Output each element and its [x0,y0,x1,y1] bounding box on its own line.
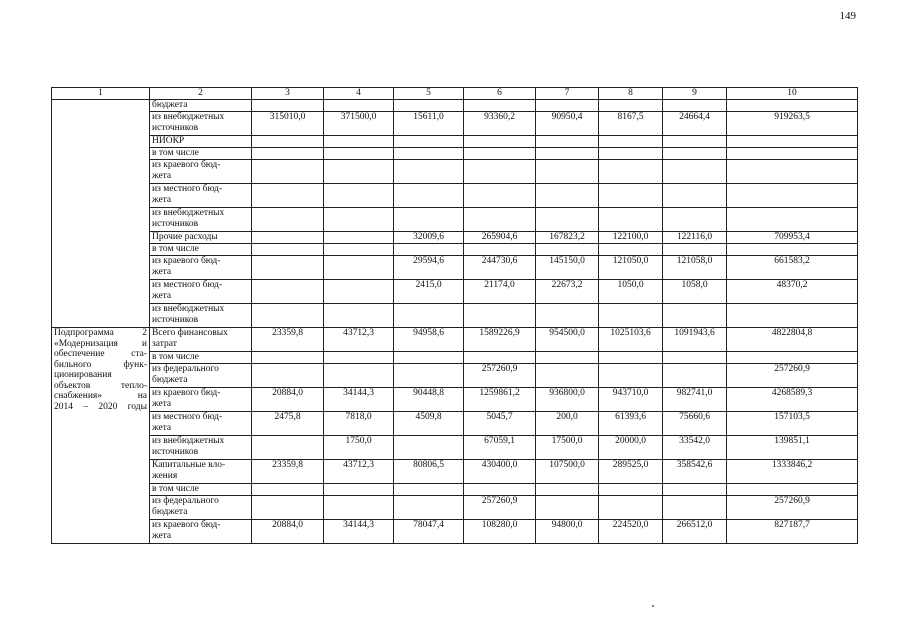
value-cell: 982741,0 [663,388,727,412]
value-cell: 200,0 [536,412,599,436]
value-cell [536,496,599,520]
value-cell [252,484,324,496]
value-cell [464,484,536,496]
value-cell [536,364,599,388]
row-label [150,208,252,232]
row-label [150,304,252,328]
value-cell: 122116,0 [663,232,727,244]
row-label-line: из местного бюд- [152,412,223,422]
value-cell: 34144,3 [324,520,394,544]
row-label [150,328,252,352]
value-cell [663,364,727,388]
row-label [150,364,252,388]
value-cell: 23359,8 [252,460,324,484]
value-cell [464,148,536,160]
value-cell [599,136,663,148]
value-cell [727,184,858,208]
value-cell: 145150,0 [536,256,599,280]
value-cell [252,100,324,112]
value-cell [252,184,324,208]
value-cell: 289525,0 [599,460,663,484]
program-name-line: снабжения» на [54,391,147,401]
value-cell: 954500,0 [536,328,599,352]
row-label [150,160,252,184]
value-cell [536,208,599,232]
value-cell [727,136,858,148]
value-cell: 67059,1 [464,436,536,460]
row-label-line: источников [152,314,199,325]
table-row [52,304,858,328]
row-label [150,496,252,520]
value-cell [324,244,394,256]
row-label-line: жета [152,398,172,409]
value-cell [727,244,858,256]
value-cell: 33542,0 [663,436,727,460]
row-label-line: источников [152,446,199,457]
value-cell: 224520,0 [599,520,663,544]
row-label-line: затрат [152,338,177,349]
column-header-1: 1 [52,88,150,100]
row-label-line: из краевого бюд- [152,388,221,398]
value-cell: 78047,4 [394,520,464,544]
row-label-line: жета [152,266,172,277]
table-row [52,388,858,412]
value-cell [252,352,324,364]
value-cell: 257260,9 [464,496,536,520]
value-cell: 121050,0 [599,256,663,280]
value-cell: 80806,5 [394,460,464,484]
value-cell: 257260,9 [727,496,858,520]
row-label [150,112,252,136]
value-cell: 257260,9 [727,364,858,388]
table-row [52,136,858,148]
row-label [150,484,252,496]
value-cell [599,304,663,328]
program-name-line: «Модернизация и [54,338,147,349]
row-label-line: из внебюджетных [152,112,225,122]
value-cell: 34144,3 [324,388,394,412]
value-cell: 20884,0 [252,520,324,544]
value-cell: 24664,4 [663,112,727,136]
table-row [52,496,858,520]
value-cell [252,256,324,280]
value-cell [324,100,394,112]
value-cell [727,484,858,496]
table-row [52,520,858,544]
value-cell [464,244,536,256]
value-cell: 358542,6 [663,460,727,484]
value-cell [464,304,536,328]
row-label-line: из внебюджетных [152,208,225,218]
value-cell: 943710,0 [599,388,663,412]
value-cell [663,184,727,208]
header-row [52,88,858,100]
value-cell [599,364,663,388]
value-cell: 1259861,2 [464,388,536,412]
row-label-line: жета [152,422,172,433]
value-cell: 43712,3 [324,460,394,484]
column-header-6: 6 [464,88,536,100]
value-cell: 94958,6 [394,328,464,352]
value-cell: 1025103,6 [599,328,663,352]
value-cell: 90448,8 [394,388,464,412]
value-cell [324,184,394,208]
value-cell: 430400,0 [464,460,536,484]
value-cell [536,184,599,208]
table-row [52,460,858,484]
row-label [150,184,252,208]
row-label-line: источников [152,122,199,133]
row-label [150,244,252,256]
table-row [52,100,858,112]
table-row [52,412,858,436]
value-cell [324,496,394,520]
value-cell [324,208,394,232]
value-cell: 1091943,6 [663,328,727,352]
value-cell [252,208,324,232]
row-label [150,412,252,436]
table-row [52,352,858,364]
value-cell: 23359,8 [252,328,324,352]
row-label-line: в том числе [152,148,199,158]
value-cell: 20000,0 [599,436,663,460]
value-cell: 29594,6 [394,256,464,280]
row-label [150,280,252,304]
table-row [52,232,858,244]
row-label [150,460,252,484]
value-cell: 2415,0 [394,280,464,304]
table-row [52,328,858,352]
value-cell [536,100,599,112]
row-label-line: из местного бюд- [152,280,223,290]
value-cell [536,244,599,256]
row-label [150,256,252,280]
table-row [52,280,858,304]
value-cell: 257260,9 [464,364,536,388]
value-cell: 266512,0 [663,520,727,544]
page-number: 149 [839,10,856,22]
row-label [150,100,252,112]
column-header-3: 3 [252,88,324,100]
value-cell [252,304,324,328]
row-label-line: Всего финансовых [152,328,228,338]
value-cell [599,352,663,364]
value-cell: 107500,0 [536,460,599,484]
value-cell: 167823,2 [536,232,599,244]
program-name-line: объектов тепло- [54,380,147,391]
table-row [52,484,858,496]
value-cell [663,352,727,364]
row-label-line: жета [152,170,172,181]
value-cell [599,208,663,232]
value-cell: 5045,7 [464,412,536,436]
table-row [52,436,858,460]
table-row [52,160,858,184]
value-cell [663,160,727,184]
value-cell [464,184,536,208]
row-label [150,388,252,412]
row-label-line: в том числе [152,352,199,362]
value-cell: 2475,8 [252,412,324,436]
value-cell [599,160,663,184]
value-cell: 315010,0 [252,112,324,136]
scan-speck [652,605,654,607]
value-cell [727,100,858,112]
empty-program-cell [52,100,150,328]
value-cell: 17500,0 [536,436,599,460]
value-cell [464,100,536,112]
value-cell [394,100,464,112]
value-cell [727,148,858,160]
value-cell: 139851,1 [727,436,858,460]
value-cell: 61393,6 [599,412,663,436]
value-cell [252,280,324,304]
program-name-line: Подпрограмма 2 [54,328,147,338]
value-cell: 936800,0 [536,388,599,412]
table-row [52,364,858,388]
value-cell: 7818,0 [324,412,394,436]
value-cell: 121058,0 [663,256,727,280]
value-cell [252,496,324,520]
column-header-4: 4 [324,88,394,100]
table-row [52,148,858,160]
value-cell: 1750,0 [324,436,394,460]
value-cell [663,304,727,328]
value-cell [536,304,599,328]
value-cell: 265904,6 [464,232,536,244]
value-cell [394,148,464,160]
value-cell [727,352,858,364]
row-label-line: источников [152,218,199,229]
value-cell: 108280,0 [464,520,536,544]
value-cell [599,100,663,112]
value-cell [536,148,599,160]
row-label-line: Капитальные вло- [152,460,226,470]
value-cell: 157103,5 [727,412,858,436]
row-label [150,232,252,244]
row-label-line: бюджета [152,374,188,385]
value-cell: 1058,0 [663,280,727,304]
value-cell: 32009,6 [394,232,464,244]
table-row [52,256,858,280]
value-cell [599,184,663,208]
value-cell [464,352,536,364]
value-cell: 21174,0 [464,280,536,304]
value-cell [394,208,464,232]
value-cell [324,364,394,388]
value-cell: 94800,0 [536,520,599,544]
value-cell [324,148,394,160]
row-label-line: из федерального [152,496,219,506]
value-cell: 93360,2 [464,112,536,136]
value-cell [394,244,464,256]
value-cell [599,496,663,520]
value-cell: 919263,5 [727,112,858,136]
row-label-line: из краевого бюд- [152,160,221,170]
value-cell [663,148,727,160]
value-cell: 22673,2 [536,280,599,304]
budget-table [51,87,858,544]
value-cell: 709953,4 [727,232,858,244]
value-cell [464,208,536,232]
table-row [52,244,858,256]
value-cell: 90950,4 [536,112,599,136]
column-header-5: 5 [394,88,464,100]
value-cell [252,244,324,256]
value-cell: 8167,5 [599,112,663,136]
value-cell [252,232,324,244]
column-header-9: 9 [663,88,727,100]
value-cell [394,136,464,148]
value-cell [663,484,727,496]
row-label [150,136,252,148]
program-name-line: 2014 – 2020 годы [54,401,147,412]
value-cell [663,496,727,520]
row-label-line: из внебюджетных [152,304,225,314]
row-label [150,436,252,460]
table-row [52,184,858,208]
value-cell: 244730,6 [464,256,536,280]
row-label [150,352,252,364]
value-cell: 48370,2 [727,280,858,304]
value-cell [394,364,464,388]
row-label-line: в том числе [152,484,199,494]
value-cell [394,436,464,460]
value-cell [394,160,464,184]
value-cell [536,136,599,148]
value-cell [599,484,663,496]
value-cell [324,136,394,148]
value-cell [464,160,536,184]
column-header-8: 8 [599,88,663,100]
row-label-line: из краевого бюд- [152,520,221,530]
value-cell: 75660,6 [663,412,727,436]
row-label-line: бюджета [152,506,188,517]
value-cell [252,436,324,460]
row-label [150,148,252,160]
value-cell [663,208,727,232]
value-cell [536,352,599,364]
table-row [52,208,858,232]
value-cell: 4822804,8 [727,328,858,352]
row-label-line: НИОКР [152,136,185,146]
value-cell: 43712,3 [324,328,394,352]
row-label-line: из местного бюд- [152,184,223,194]
value-cell: 15611,0 [394,112,464,136]
column-header-7: 7 [536,88,599,100]
program-name-cell [52,328,150,544]
value-cell: 1050,0 [599,280,663,304]
value-cell [324,280,394,304]
value-cell [394,484,464,496]
value-cell [324,304,394,328]
value-cell: 661583,2 [727,256,858,280]
value-cell: 371500,0 [324,112,394,136]
table-row [52,112,858,136]
row-label-line: из краевого бюд- [152,256,221,266]
value-cell [324,232,394,244]
row-label-line: в том числе [152,244,199,254]
value-cell [394,496,464,520]
value-cell [663,244,727,256]
row-label-line: жения [152,470,178,481]
value-cell [252,136,324,148]
value-cell [324,256,394,280]
value-cell [252,160,324,184]
row-label-line: жета [152,530,172,541]
value-cell [536,160,599,184]
row-label-line: Прочие расходы [152,232,218,242]
row-label-line: из внебюджетных [152,436,225,446]
value-cell [536,484,599,496]
program-name-line: бильного функ- [54,359,147,370]
value-cell: 122100,0 [599,232,663,244]
value-cell [663,136,727,148]
value-cell: 4509,8 [394,412,464,436]
column-header-10: 10 [727,88,858,100]
program-name-line: ционирования [54,370,112,380]
value-cell [727,160,858,184]
row-label [150,520,252,544]
row-label-line: из федерального [152,364,219,374]
value-cell: 827187,7 [727,520,858,544]
value-cell [464,136,536,148]
row-label-line: жета [152,290,172,301]
value-cell [252,148,324,160]
value-cell: 4268589,3 [727,388,858,412]
row-label-line: жета [152,194,172,205]
value-cell [252,364,324,388]
value-cell [599,148,663,160]
value-cell: 1589226,9 [464,328,536,352]
value-cell [599,244,663,256]
value-cell: 20884,0 [252,388,324,412]
program-name-line: обеспечение ста- [54,349,147,359]
value-cell [394,184,464,208]
value-cell [727,208,858,232]
column-header-2: 2 [150,88,252,100]
row-label-line: бюджета [152,100,188,110]
value-cell [727,304,858,328]
value-cell [324,484,394,496]
value-cell [324,352,394,364]
value-cell [324,160,394,184]
value-cell [394,352,464,364]
value-cell: 1333846,2 [727,460,858,484]
value-cell [663,100,727,112]
value-cell [394,304,464,328]
